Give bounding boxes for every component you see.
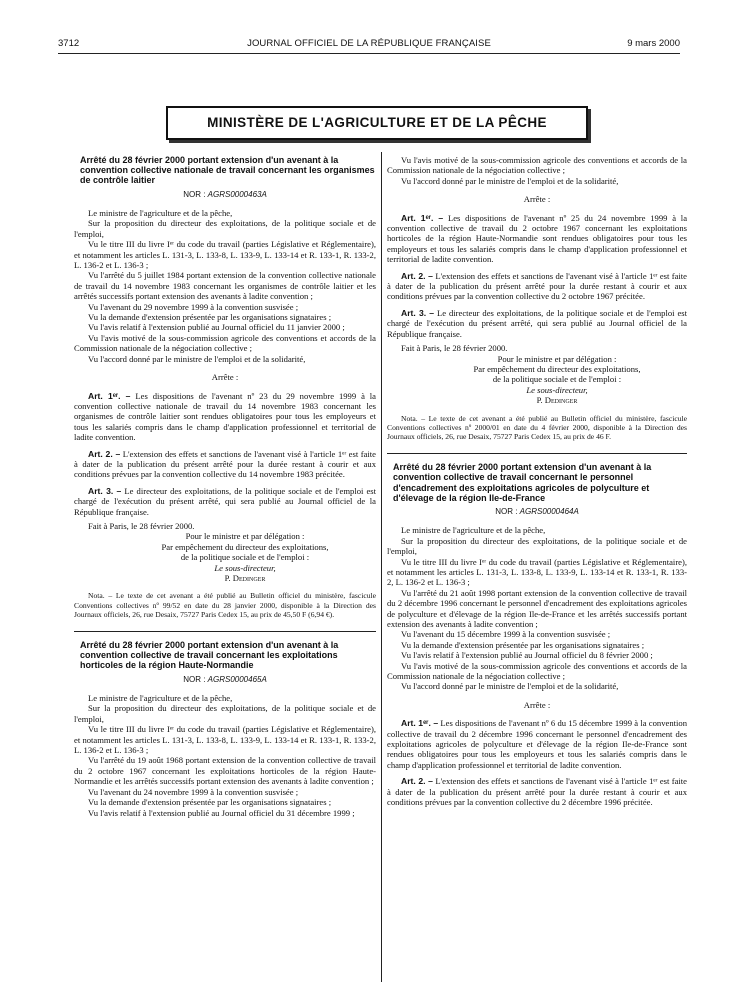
signatory-name: P. Dedinger xyxy=(224,573,266,584)
paragraph: Le ministre de l'agriculture et de la pêche, xyxy=(88,208,233,219)
paragraph: Vu le titre III du livre Iᵉʳ du code du travail (parties Législative et Réglementaire), et notamment les articles L. 131-3, L. 133-8, L. 133-9, L. 133-14 et R. 133-1, R. 133-2, L. 136-2 et L. 136-3 ; xyxy=(74,239,376,271)
nor-code: AGRS0000464A xyxy=(519,506,579,516)
column-divider xyxy=(381,152,382,982)
nor-code: AGRS0000463A xyxy=(207,189,267,199)
signature-line: Par empêchement du directeur des exploitations, xyxy=(161,541,329,552)
signature-line: de la politique sociale et de l'emploi : xyxy=(492,374,622,385)
article-horticoles xyxy=(74,640,376,818)
paragraph: Sur la proposition du directeur des exploitations, de la politique sociale et de l'emploi, xyxy=(74,218,376,239)
paragraph: Vu l'arrêté du 21 août 1998 portant extension de la convention collective de travail du 2 décembre 1996 concernant le personnel d'encadrement des exploitations agricoles de polyculture et d'élevage de la région Ile-de-France et les arrêtés successifs portant extension des avenants à ladite convention ; xyxy=(387,587,687,630)
article-1-label: Art. 1ᵉʳ. – xyxy=(401,718,439,729)
article-3-label: Art. 3. – xyxy=(401,307,435,318)
publication-date: 9 mars 2000 xyxy=(627,38,680,49)
paragraph: Vu l'avis motivé de la sous-commission agricole des conventions et accords de la Commission nationale de la négociation collective ; xyxy=(74,332,376,354)
article-1-text: Les dispositions de l'avenant nº 25 du 24 novembre 1999 à la convention collective de travail du 2 octobre 1967 concernant les exploitations horticoles de la région Haute-Normandie sont rendues obligatoires pour tous les employeurs et tous les salariés compris dans le champ d'application professionnel et territorial de ladite convention. xyxy=(387,212,688,265)
paragraph: Vu l'avis motivé de la sous-commission agricole des conventions et accords de la Commission nationale de la négociation collective ; xyxy=(387,155,687,176)
article-3-text: Le directeur des exploitations, de la politique sociale et de l'emploi est chargé de l'exécution du présent arrêté, qui sera publié au Journal officiel de la République française. xyxy=(387,307,688,339)
article-2-label: Art. 2. – xyxy=(88,448,121,459)
paragraph: Vu le titre III du livre Iᵉʳ du code du travail (parties Législative et Réglementaire), et notamment les articles L. 131-3, L. 133-8, L. 133-9, L. 133-14 et R. 133-1, R. 133-2, L. 136-2 et L. 136-3 ; xyxy=(387,556,687,588)
paragraph: Vu l'arrêté du 19 août 1968 portant extension de la convention collective de travail du 2 octobre 1967 concernant les exploitations horticoles de la région Haute-Normandie et les arrêtés successifs portant extension des avenants à ladite convention ; xyxy=(74,755,376,787)
article-horticoles-continued xyxy=(387,155,687,441)
signature-line: Par empêchement du directeur des exploitations, xyxy=(473,363,641,374)
nor-code: AGRS0000465A xyxy=(207,674,267,684)
article-2-text: L'extension des effets et sanctions de l'avenant visé à l'article 1ᵉʳ est faite à dater de la publication du présent arrêté pour la durée restant à courir et aux conditions prévues par la convention collective du 2 octobre 1967 précitée. xyxy=(387,270,687,302)
right-column xyxy=(387,155,687,808)
article-ile-de-france xyxy=(387,462,687,807)
nor-reference xyxy=(387,507,687,517)
article-2 xyxy=(387,776,687,807)
arrete-heading: Arrête : xyxy=(211,372,239,383)
nor-label: NOR : xyxy=(183,674,206,684)
nor-label: NOR : xyxy=(495,506,518,516)
article-title: Arrêté du 28 février 2000 portant extension d'un avenant à la convention collective nationale de travail concernant les organismes de contrôle laitier xyxy=(80,155,375,186)
paragraph: Vu l'avenant du 15 décembre 1999 à la convention susvisée ; xyxy=(401,629,611,640)
paragraph: Vu l'avis relatif à l'extension publié au Journal officiel du 31 décembre 1999 ; xyxy=(88,807,355,818)
arrete-heading: Arrête : xyxy=(523,699,551,710)
nor-label: NOR : xyxy=(183,189,206,199)
article-1-label: Art. 1ᵉʳ. – xyxy=(401,212,444,223)
left-column xyxy=(74,155,376,818)
paragraph: Sur la proposition du directeur des exploitations, de la politique sociale et de l'emploi, xyxy=(74,703,376,724)
paragraph: Vu l'accord donné par le ministre de l'emploi et de la solidarité, xyxy=(401,175,619,186)
article-separator xyxy=(387,453,687,454)
article-3-text: Le directeur des exploitations, de la politique sociale et de l'emploi est chargé de l'exécution du présent arrêté, qui sera publié au Journal officiel de la République française. xyxy=(74,485,376,517)
signature-line: de la politique sociale et de l'emploi : xyxy=(180,552,310,563)
journal-title: JOURNAL OFFICIEL DE LA RÉPUBLIQUE FRANÇAISE xyxy=(247,38,491,49)
article-2-label: Art. 2. – xyxy=(401,776,433,787)
article-title: Arrêté du 28 février 2000 portant extension d'un avenant à la convention collective de travail concernant les exploitations horticoles de la région Haute-Normandie xyxy=(80,640,339,671)
paragraph: Vu le titre III du livre Iᵉʳ du code du travail (parties Législative et Réglementaire), et notamment les articles L. 131-3, L. 133-8, L. 133-9, L. 133-14 et R. 133-1, R. 133-2, L. 136-2 et L. 136-3 ; xyxy=(74,724,376,756)
paragraph: Vu la demande d'extension présentée par les organisations signataires ; xyxy=(401,639,645,650)
paragraph: Le ministre de l'agriculture et de la pêche, xyxy=(88,693,233,704)
article-2 xyxy=(74,449,376,480)
arrete-heading: Arrête : xyxy=(523,194,551,205)
article-2-text: L'extension des effets et sanctions de l'avenant visé à l'article 1ᵉʳ est faite à dater de la publication du présent arrêté pour la durée restant à courir et aux conditions prévues par la convention collective du 2 décembre 1996 précitée. xyxy=(387,776,687,808)
nota: Nota. – Le texte de cet avenant a été publié au Bulletin officiel du ministère, fascicule Conventions collectives nº 2000/01 en date du 4 février 2000, disponible à la Direction des Journaux officiels, 26, rue Desaix, 75727 Paris Cedex 15, au prix de 46 F. xyxy=(387,413,687,441)
paragraph: Vu la demande d'extension présentée par les organisations signataires ; xyxy=(88,797,332,808)
signature-line: Pour le ministre et par délégation : xyxy=(185,531,305,542)
signature-line: Pour le ministre et par délégation : xyxy=(497,353,617,364)
nor-reference xyxy=(74,190,376,200)
nota: Nota. – Le texte de cet avenant a été publié au Bulletin officiel du ministère, fascicule Conventions collectives nº 99/52 en date du 28 janvier 2000, disponible à la Direction des Journaux officiels, 26, rue Desaix, 75727 Paris Cedex 15, au prix de 45,50 F (6,94 €). xyxy=(74,591,376,619)
signature-title xyxy=(114,563,376,573)
page-header xyxy=(58,38,680,54)
paragraph: Sur la proposition du directeur des exploitations, de la politique sociale et de l'emploi, xyxy=(387,535,687,557)
article-2-text: L'extension des effets et sanctions de l'avenant visé à l'article 1ᵉʳ est faite à dater de la publication du présent arrêté pour la durée restant à courir et aux conditions prévues par la convention collective du 14 novembre 1983 précitée. xyxy=(74,448,376,480)
signature-title xyxy=(427,385,687,395)
article-1-text: Les dispositions de l'avenant nº 6 du 15 décembre 1999 à la convention collective de travail du 2 décembre 1996 concernant le personnel d'encadrement des exploitations agricoles de polyculture et d'élevage de la région Ile-de-France sont rendues obligatoires pour tous les employeurs et tous les salariés compris dans le champ d'application professionnel et territorial de ladite convention. xyxy=(387,718,687,770)
paragraph: Vu l'avis relatif à l'extension publié au Journal officiel du 11 janvier 2000 ; xyxy=(88,322,345,333)
fait-a-paris: Fait à Paris, le 28 février 2000. xyxy=(88,520,195,531)
article-1-label: Art. 1ᵉʳ. – xyxy=(88,390,131,401)
paragraph: Vu l'accord donné par le ministre de l'emploi et de la solidarité, xyxy=(88,353,306,364)
signatory-role: Le sous-directeur, xyxy=(526,384,588,395)
paragraph: Vu l'avis motivé de la sous-commission agricole des conventions et accords de la Commission nationale de la négociation collective ; xyxy=(387,660,687,682)
article-laitier xyxy=(74,155,376,619)
paragraph: Vu la demande d'extension présentée par les organisations signataires ; xyxy=(88,312,332,323)
signatory-name: P. Dedinger xyxy=(536,395,578,406)
article-3 xyxy=(74,486,376,517)
paragraph: Vu l'accord donné par le ministre de l'emploi et de la solidarité, xyxy=(401,681,619,692)
article-title: Arrêté du 28 février 2000 portant extension d'un avenant à la convention collective de travail concernant le personnel d'encadrement des exploitations agricoles de polyculture et d'élevage de la région Ile-de-France xyxy=(393,462,652,503)
paragraph: Vu l'arrêté du 5 juillet 1984 portant extension de la convention collective nationale de travail du 14 novembre 1983 concernant les organismes de contrôle laitier et les arrêtés successifs portant extension des avenants à ladite convention ; xyxy=(74,270,376,302)
paragraph: Vu l'avis relatif à l'extension publié au Journal officiel du 8 février 2000 ; xyxy=(401,650,653,661)
header-rule xyxy=(58,53,680,54)
article-2 xyxy=(387,271,687,302)
ministry-heading: MINISTÈRE DE L'AGRICULTURE ET DE LA PÊCHE xyxy=(166,106,588,140)
article-2-label: Art. 2. – xyxy=(401,270,433,281)
nor-reference xyxy=(74,675,376,685)
paragraph: Vu l'avenant du 29 novembre 1999 à la convention susvisée ; xyxy=(88,301,299,312)
article-1-text: Les dispositions de l'avenant nº 23 du 29 novembre 1999 à la convention collective nationale de travail du 14 novembre 1983 concernant les organismes de contrôle laitier sont rendues obligatoires pour tous les employeurs et tous les salariés compris dans le champ d'application professionnel et territorial de ladite convention. xyxy=(74,390,376,443)
article-3-label: Art. 3. – xyxy=(88,485,122,496)
article-1 xyxy=(387,213,687,265)
article-1 xyxy=(74,391,376,443)
article-3 xyxy=(387,308,687,339)
paragraph: Vu l'avenant du 24 novembre 1999 à la convention susvisée ; xyxy=(88,786,299,797)
signatory-role: Le sous-directeur, xyxy=(214,562,276,573)
paragraph: Le ministre de l'agriculture et de la pêche, xyxy=(401,525,546,536)
article-1 xyxy=(387,718,687,770)
fait-a-paris: Fait à Paris, le 28 février 2000. xyxy=(401,343,508,354)
page-number: 3712 xyxy=(58,38,80,49)
article-separator xyxy=(74,631,376,632)
